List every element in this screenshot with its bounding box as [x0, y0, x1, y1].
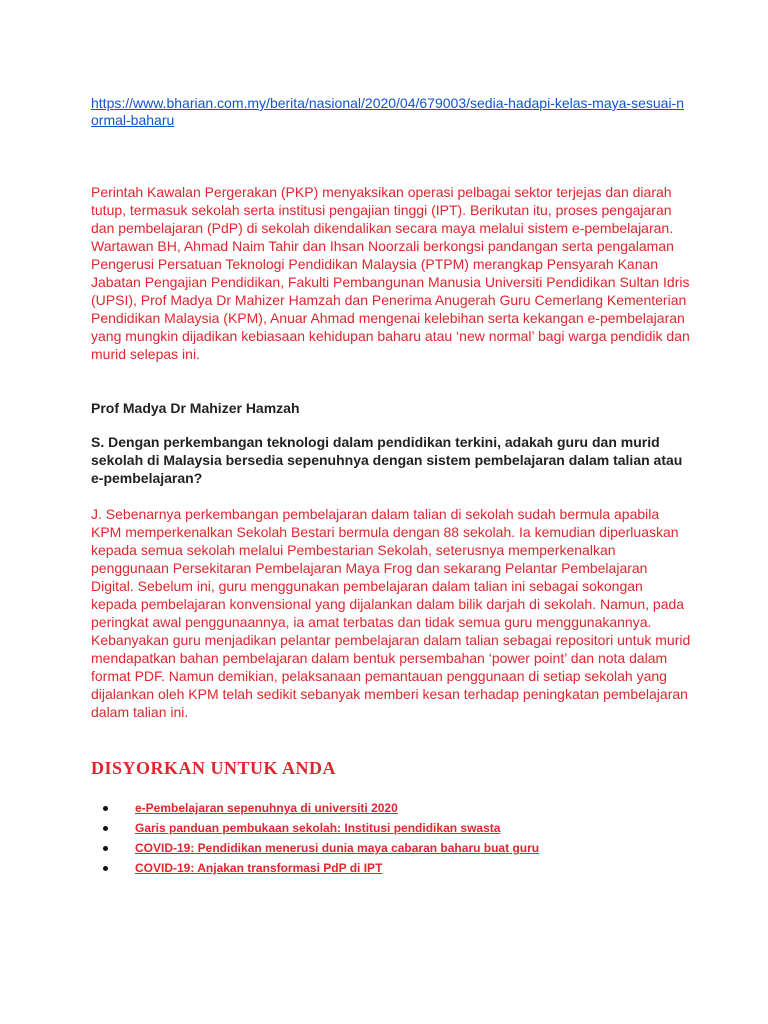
recommended-list	[103, 800, 539, 880]
source-article-link[interactable]: https://www.bharian.com.my/berita/nasional/2020/04/679003/sedia-hadapi-kelas-maya-sesuai-normal-baharu	[91, 95, 684, 128]
recommended-link[interactable]: COVID-19: Anjakan transformasi PdP di IPT	[135, 861, 383, 875]
intro-paragraph: Perintah Kawalan Pergerakan (PKP) menyaksikan operasi pelbagai sektor terjejas dan diarah tutup, termasuk sekolah serta institusi pengajian tinggi (IPT). Berikutan itu, proses pengajaran dan pembelajaran (PdP) di sekolah dikendalikan secara maya melalui sistem e-pembelajaran. Wartawan BH, Ahmad Naim Tahir dan Ihsan Noorzali berkongsi pandangan serta pengalaman Pengerusi Persatuan Teknologi Pendidikan Malaysia (PTPM) merangkap Pensyarah Kanan Jabatan Pengajian Pendidikan, Fakulti Pembangunan Manusia Universiti Pendidikan Sultan Idris (UPSI), Prof Madya Dr Mahizer Hamzah dan Penerima Anugerah Guru Cemerlang Kementerian Pendidikan Malaysia (KPM), Anuar Ahmad mengenai kelebihan serta kekangan e-pembelajaran yang mungkin dijadikan kebiasaan kehidupan baharu atau ‘new normal’ bagi warga pendidik dan murid selepas ini.	[91, 184, 690, 362]
bullet-icon	[103, 866, 108, 871]
list-item	[103, 840, 539, 860]
list-item	[103, 800, 539, 820]
list-item	[103, 820, 539, 840]
list-item	[103, 860, 539, 880]
bullet-icon	[103, 846, 108, 851]
recommended-link[interactable]: e-Pembelajaran sepenuhnya di universiti 2020	[135, 801, 398, 815]
interview-question: S. Dengan perkembangan teknologi dalam pendidikan terkini, adakah guru dan murid sekolah di Malaysia bersedia sepenuhnya dengan sistem pembelajaran dalam talian atau e-pembelajaran?	[91, 434, 683, 486]
bullet-icon	[103, 826, 108, 831]
recommended-link[interactable]: Garis panduan pembukaan sekolah: Institusi pendidikan swasta	[135, 821, 501, 835]
interviewee-heading: Prof Madya Dr Mahizer Hamzah	[91, 400, 300, 416]
interview-answer: J. Sebenarnya perkembangan pembelajaran dalam talian di sekolah sudah bermula apabila KPM memperkenalkan Sekolah Bestari bermula dengan 88 sekolah. Ia kemudian diperluaskan kepada semua sekolah melalui Pembestarian Sekolah, seterusnya memperkenalkan penggunaan Persekitaran Pembelajaran Maya Frog dan sekarang Pelantar Pembelajaran Digital. Sebelum ini, guru menggunakan pembelajaran dalam talian ini sebagai sokongan kepada pembelajaran konvensional yang dijalankan dalam bilik darjah di sekolah. Namun, pada peringkat awal penggunaannya, ia amat terbatas dan tidak semua guru menggunakannya. Kebanyakan guru menjadikan pelantar pembelajaran dalam talian sebagai repositori untuk murid mendapatkan bahan pembelajaran dalam bentuk persembahan ‘power point’ dan nota dalam format PDF. Namun demikian, pelaksanaan pemantauan penggunaan di setiap sekolah yang dijalankan oleh KPM telah sedikit sebanyak memberi kesan terhadap peningkatan pembelajaran dalam talian ini.	[91, 506, 691, 720]
recommended-link[interactable]: COVID-19: Pendidikan menerusi dunia maya cabaran baharu buat guru	[135, 841, 540, 855]
bullet-icon	[103, 806, 108, 811]
recommended-section-title: DISYORKAN UNTUK ANDA	[91, 758, 337, 778]
